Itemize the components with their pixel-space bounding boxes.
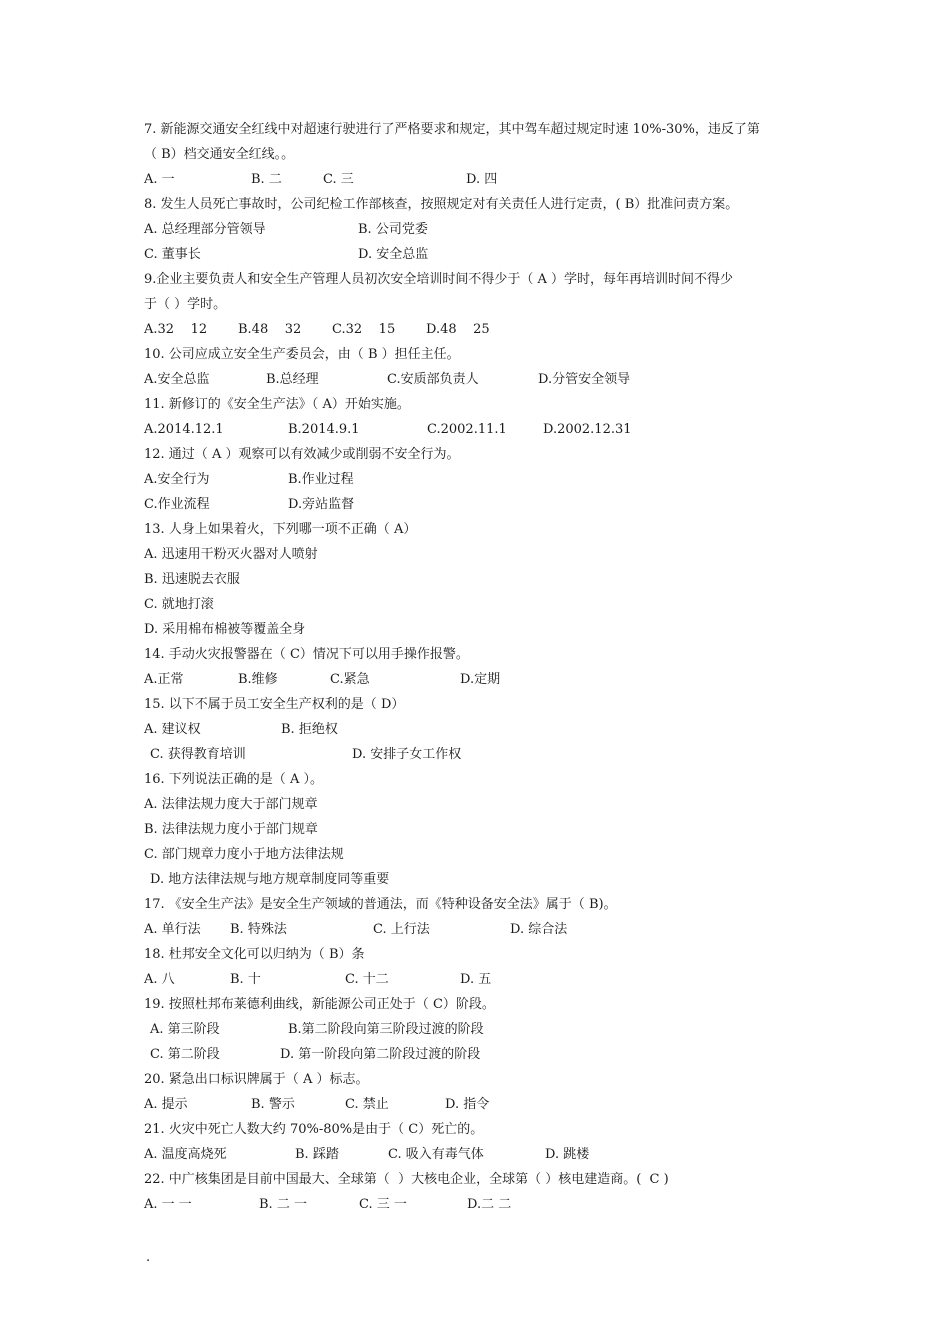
q11-option-d: D.2002.12.31	[543, 422, 632, 437]
q10-option-b: B.总经理	[266, 372, 319, 387]
q12-option-b: B.作业过程	[288, 472, 354, 487]
q18-stem: 18. 杜邦安全文化可以归纳为（ B）条	[144, 947, 365, 962]
q21-option-d: D. 跳楼	[545, 1147, 590, 1162]
q11-option-a: A.2014.12.1	[144, 422, 224, 437]
q19-options-row2	[144, 1042, 814, 1067]
q18-options	[144, 967, 814, 992]
q7-option-b: B. 二	[251, 172, 282, 187]
q13-option-c: C. 就地打滚	[144, 597, 214, 612]
q16-option-d: D. 地方法律法规与地方规章制度同等重要	[150, 872, 390, 887]
q12-option-c: C.作业流程	[144, 497, 210, 512]
q15-option-b: B. 拒绝权	[281, 722, 338, 737]
q17-option-c: C. 上行法	[373, 922, 430, 937]
footer-mark: .	[146, 1250, 151, 1265]
q8-option-b: B. 公司党委	[358, 222, 428, 237]
q7-option-d: D. 四	[466, 172, 498, 187]
q19-option-d: D. 第一阶段向第二阶段过渡的阶段	[280, 1047, 481, 1062]
q22-option-c: C. 三 一	[359, 1197, 407, 1212]
q13-option-a: A. 迅速用干粉灭火器对人喷射	[144, 547, 318, 562]
q8-stem: 8. 发生人员死亡事故时，公司纪检工作部核查，按照规定对有关责任人进行定责，( B）批准问责方案。	[144, 197, 739, 212]
q19-options-row1	[144, 1017, 814, 1042]
q17-option-a: A. 单行法	[144, 922, 201, 937]
q14-options	[144, 667, 814, 692]
q20-stem: 20. 紧急出口标识牌属于（ A ）标志。	[144, 1072, 369, 1087]
q18-option-b: B. 十	[230, 972, 261, 987]
q21-option-b: B. 踩踏	[295, 1147, 339, 1162]
q12-option-a: A.安全行为	[144, 472, 210, 487]
q18-option-a: A. 八	[144, 972, 175, 987]
q7-stem-line2: （ B）档交通安全红线。。	[144, 147, 295, 162]
q22-option-a: A. 一 一	[144, 1197, 192, 1212]
q7-stem-line1: 7. 新能源交通安全红线中对超速行驶进行了严格要求和规定，其中驾车超过规定时速 10%-30%，违反了第	[144, 122, 760, 137]
q8-options-row2	[144, 242, 814, 267]
q17-stem: 17. 《安全生产法》是安全生产领域的普通法，而《特种设备安全法》属于（ B)。	[144, 897, 617, 912]
q16-stem: 16. 下列说法正确的是（ A ）。	[144, 772, 323, 787]
q10-options	[144, 367, 814, 392]
q9-option-d: D.48 25	[426, 322, 490, 337]
q22-option-b: B. 二 一	[259, 1197, 307, 1212]
q8-option-c: C. 董事长	[144, 247, 201, 262]
q16-option-b: B. 法律法规力度小于部门规章	[144, 822, 318, 837]
question-list	[144, 117, 814, 1217]
q22-options	[144, 1192, 814, 1217]
q15-option-c: C. 获得教育培训	[150, 747, 246, 762]
q14-stem: 14. 手动火灾报警器在（ C）情况下可以用手操作报警。	[144, 647, 469, 662]
q9-options	[144, 317, 814, 342]
q20-option-b: B. 警示	[251, 1097, 295, 1112]
q10-option-a: A.安全总监	[144, 372, 210, 387]
q17-option-d: D. 综合法	[510, 922, 568, 937]
q11-option-b: B.2014.9.1	[288, 422, 360, 437]
q10-option-c: C.安质部负责人	[387, 372, 479, 387]
q16-option-a: A. 法律法规力度大于部门规章	[144, 797, 318, 812]
q13-option-d: D. 采用棉布棉被等覆盖全身	[144, 622, 306, 637]
q9-option-a: A.32 12	[144, 322, 208, 337]
q14-option-a: A.正常	[144, 672, 184, 687]
q12-option-d: D.旁站监督	[288, 497, 355, 512]
q18-option-c: C. 十二	[345, 972, 389, 987]
q18-option-d: D. 五	[460, 972, 492, 987]
q13-stem: 13. 人身上如果着火，下列哪一项不正确（ A）	[144, 522, 417, 537]
q10-stem: 10. 公司应成立安全生产委员会，由（ B ）担任主任。	[144, 347, 460, 362]
q22-option-d: D.二 二	[467, 1197, 512, 1212]
q12-options-row2	[144, 492, 814, 517]
q14-option-d: D.定期	[460, 672, 501, 687]
q17-options	[144, 917, 814, 942]
q8-option-d: D. 安全总监	[358, 247, 429, 262]
q15-options-row2	[144, 742, 814, 767]
q15-option-a: A. 建议权	[144, 722, 201, 737]
q20-option-c: C. 禁止	[345, 1097, 389, 1112]
q9-stem-line2: 于（ ）学时。	[144, 297, 227, 312]
q20-option-d: D. 指令	[445, 1097, 490, 1112]
q19-option-a: A. 第三阶段	[150, 1022, 220, 1037]
q12-options-row1	[144, 467, 814, 492]
q19-option-b: B.第二阶段向第三阶段过渡的阶段	[288, 1022, 484, 1037]
q17-option-b: B. 特殊法	[230, 922, 287, 937]
q21-stem: 21. 火灾中死亡人数大约 70%-80%是由于（ C）死亡的。	[144, 1122, 484, 1137]
q21-options	[144, 1142, 814, 1167]
q16-option-c: C. 部门规章力度小于地方法律法规	[144, 847, 344, 862]
q20-option-a: A. 提示	[144, 1097, 188, 1112]
q9-option-c: C.32 15	[332, 322, 396, 337]
q13-option-b: B. 迅速脱去衣服	[144, 572, 240, 587]
q19-option-c: C. 第二阶段	[150, 1047, 220, 1062]
q7-options	[144, 167, 814, 192]
q21-option-c: C. 吸入有毒气体	[388, 1147, 484, 1162]
q11-option-c: C.2002.11.1	[427, 422, 507, 437]
q9-option-b: B.48 32	[238, 322, 302, 337]
q7-option-c: C. 三	[323, 172, 354, 187]
q19-stem: 19. 按照杜邦布莱德利曲线，新能源公司正处于（ C）阶段。	[144, 997, 495, 1012]
q8-option-a: A. 总经理部分管领导	[144, 222, 266, 237]
q14-option-c: C.紧急	[330, 672, 370, 687]
q10-option-d: D.分管安全领导	[538, 372, 631, 387]
q11-stem: 11. 新修订的《安全生产法》（ A）开始实施。	[144, 397, 410, 412]
q11-options	[144, 417, 814, 442]
q14-option-b: B.维修	[238, 672, 278, 687]
q15-stem: 15. 以下不属于员工安全生产权利的是（ D）	[144, 697, 405, 712]
q21-option-a: A. 温度高烧死	[144, 1147, 227, 1162]
q20-options	[144, 1092, 814, 1117]
q15-options-row1	[144, 717, 814, 742]
q9-stem-line1: 9.企业主要负责人和安全生产管理人员初次安全培训时间不得少于（ A ）学时，每年再培训时间不得少	[144, 272, 734, 287]
q22-stem: 22. 中广核集团是目前中国最大、全球第（ ）大核电企业，全球第（ ）核电建造商。( C )	[144, 1172, 669, 1187]
q12-stem: 12. 通过（ A ）观察可以有效减少或削弱不安全行为。	[144, 447, 460, 462]
q7-option-a: A. 一	[144, 172, 175, 187]
q8-options-row1	[144, 217, 814, 242]
q15-option-d: D. 安排子女工作权	[352, 747, 462, 762]
